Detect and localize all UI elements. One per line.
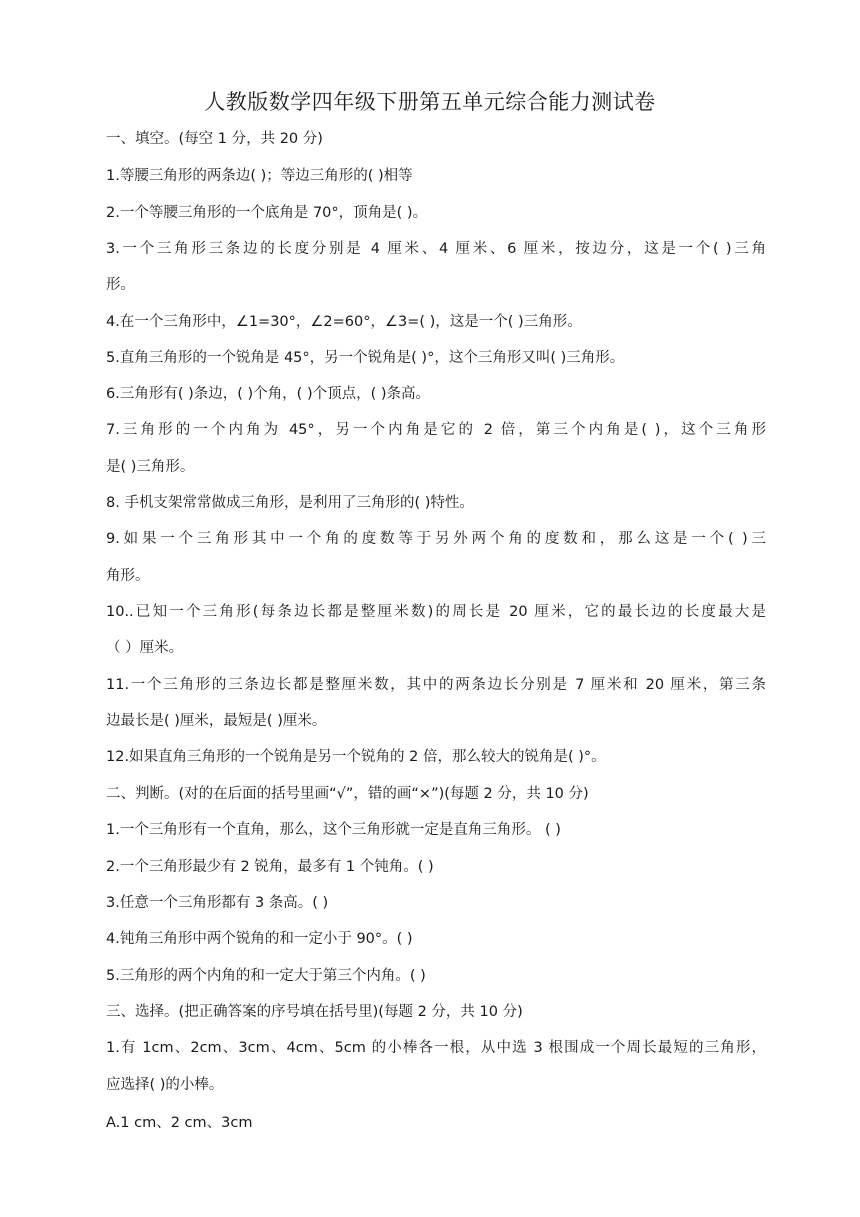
- section-heading-true-false: 二、判断。(对的在后面的括号里画“√”，错的画“×”)(每题 2 分，共 10 分): [106, 786, 589, 802]
- question-2-2: 2.一个三角形最少有 2 锐角，最多有 1 个钝角。( ): [106, 859, 434, 875]
- question-2-1: 1.一个三角形有一个直角，那么，这个三角形就一定是直角三角形。 ( ): [106, 822, 561, 838]
- question-1-2: 2.一个等腰三角形的一个底角是 70°，顶角是( )。: [106, 205, 428, 221]
- section-heading-fill-blank: 一、填空。(每空 1 分，共 20 分): [106, 131, 323, 147]
- question-1-10-line2: （ ）厘米。: [106, 640, 184, 656]
- question-3-1-option-a: A.1 cm、2 cm、3cm: [106, 1115, 253, 1131]
- question-2-5: 5.三角形的两个内角的和一定大于第三个内角。( ): [106, 968, 426, 984]
- page-title: 人教版数学四年级下册第五单元综合能力测试卷: [204, 90, 656, 114]
- question-1-4: 4.在一个三角形中，∠1=30°，∠2=60°，∠3=( )，这是一个( )三角形。: [106, 314, 582, 330]
- question-1-5: 5.直角三角形的一个锐角是 45°，另一个锐角是( )°，这个三角形又叫( )三角形。: [106, 350, 625, 366]
- question-3-1-line1: 1.有 1cm、2cm、3cm、4cm、5cm 的小棒各一根，从中选 3 根围成一个周长最短的三角形，: [106, 1040, 766, 1056]
- question-1-7-line1: 7.三角形的一个内角为 45°，另一个内角是它的 2 倍，第三个内角是( )，这个三角形: [106, 422, 766, 438]
- question-1-9-line1: 9.如果一个三角形其中一个角的度数等于另外两个角的度数和，那么这是一个( )三: [106, 531, 766, 547]
- question-1-8: 8. 手机支架常常做成三角形，是利用了三角形的( )特性。: [106, 495, 474, 511]
- question-3-1-line2: 应选择( )的小棒。: [106, 1077, 224, 1093]
- question-1-11-line2: 边最长是( )厘米，最短是( )厘米。: [106, 713, 327, 729]
- question-1-7-line2: 是( )三角形。: [106, 459, 195, 475]
- question-1-1: 1.等腰三角形的两条边( )；等边三角形的( )相等: [106, 168, 413, 184]
- question-1-3-line1: 3.一个三角形三条边的长度分别是 4 厘米、4 厘米、6 厘米，按边分，这是一个( )三角: [106, 241, 766, 257]
- section-heading-choice: 三、选择。(把正确答案的序号填在括号里)(每题 2 分，共 10 分): [106, 1004, 523, 1020]
- question-2-3: 3.任意一个三角形都有 3 条高。( ): [106, 895, 329, 911]
- question-1-11-line1: 11.一个三角形的三条边长都是整厘米数，其中的两条边长分别是 7 厘米和 20 厘米，第三条: [106, 677, 766, 693]
- question-1-12: 12.如果直角三角形的一个锐角是另一个锐角的 2 倍，那么较大的锐角是( )°。: [106, 749, 606, 765]
- question-1-10-line1: 10..已知一个三角形(每条边长都是整厘米数)的周长是 20 厘米，它的最长边的长度最大是: [106, 604, 766, 620]
- question-1-3-line2: 形。: [106, 277, 135, 293]
- question-1-9-line2: 角形。: [106, 568, 150, 584]
- question-2-4: 4.钝角三角形中两个锐角的和一定小于 90°。( ): [106, 931, 413, 947]
- question-1-6: 6.三角形有( )条边，( )个角，( )个顶点，( )条高。: [106, 386, 431, 402]
